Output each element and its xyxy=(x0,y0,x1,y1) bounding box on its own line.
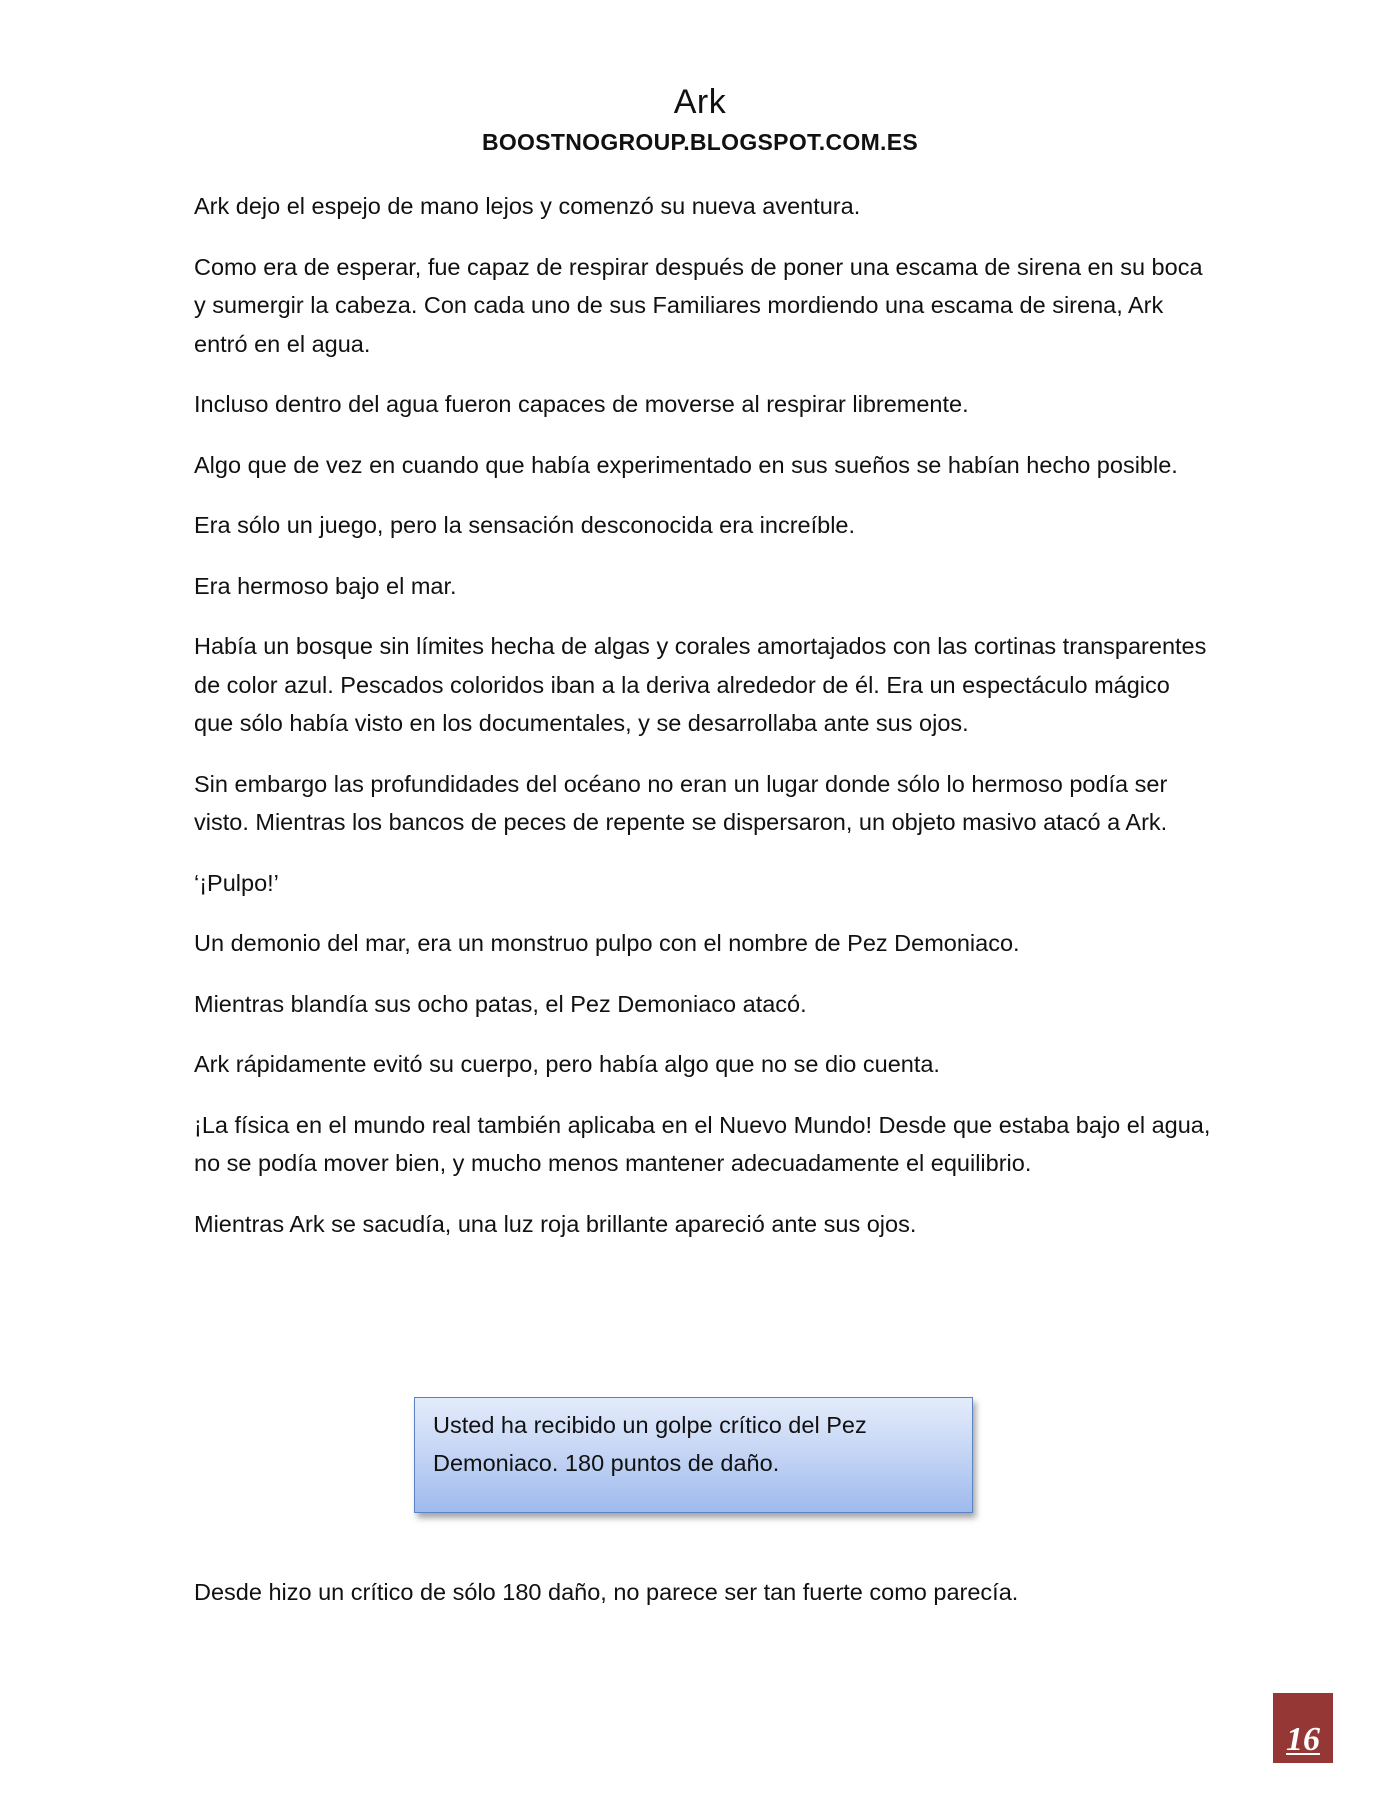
paragraph: Desde hizo un crítico de sólo 180 daño, no parece ser tan fuerte como parecía. xyxy=(194,1579,1019,1605)
paragraph: Mientras Ark se sacudía, una luz roja brillante apareció ante sus ojos. xyxy=(194,1210,917,1237)
site-url: BOOSTNOGROUP.BLOGSPOT.COM.ES xyxy=(481,129,919,155)
paragraph: Algo que de vez en cuando que había experimentado en sus sueños se habían hecho posible. xyxy=(194,451,1178,478)
page-number: 16 xyxy=(1286,1721,1320,1758)
paragraph: Incluso dentro del agua fueron capaces de moverse al respirar libremente. xyxy=(194,391,969,417)
paragraph: Un demonio del mar, era un monstruo pulpo con el nombre de Pez Demoniaco. xyxy=(194,930,1020,956)
paragraph: Como era de esperar, fue capaz de respirar después de poner una escama de sirena en su boca y sumergir la cabeza. Con cada uno de sus Familiares mordiendo una escama de sirena, Ark entró en el agua. xyxy=(194,253,1203,357)
paragraph: Había un bosque sin límites hecha de algas y corales amortajados con las cortinas transparentes de color azul. Pescados coloridos iban a la deriva alrededor de él. Era un espectáculo mágico que sólo había visto en los documentales, y se desarrollaba ante sus ojos. xyxy=(194,633,1207,736)
paragraph: ¡La física en el mundo real también aplicaba en el Nuevo Mundo! Desde que estaba bajo el agua, no se podía mover bien, y mucho menos mantener adecuadamente el equilibrio. xyxy=(194,1111,1211,1176)
book-title: Ark xyxy=(673,83,727,121)
paragraph: Era hermoso bajo el mar. xyxy=(194,572,457,599)
game-message-box xyxy=(414,1397,973,1513)
paragraph: Sin embargo las profundidades del océano no eran un lugar donde sólo lo hermoso podía ser visto. Mientras los bancos de peces de repente se dispersaron, un objeto masivo atacó a Ark. xyxy=(194,770,1168,835)
paragraph: Ark dejo el espejo de mano lejos y comenzó su nueva aventura. xyxy=(194,193,861,219)
paragraph: Ark rápidamente evitó su cuerpo, pero había algo que no se dio cuenta. xyxy=(194,1051,940,1077)
page-number-badge xyxy=(1273,1693,1333,1763)
paragraph: Era sólo un juego, pero la sensación desconocida era increíble. xyxy=(194,512,856,538)
paragraph: Mientras blandía sus ocho patas, el Pez Demoniaco atacó. xyxy=(194,990,807,1017)
story-body xyxy=(194,187,1214,1265)
game-message-text: Usted ha recibido un golpe crítico del Pez Demoniaco. 180 puntos de daño. xyxy=(433,1412,867,1476)
paragraph: ‘¡Pulpo!’ xyxy=(194,869,279,896)
